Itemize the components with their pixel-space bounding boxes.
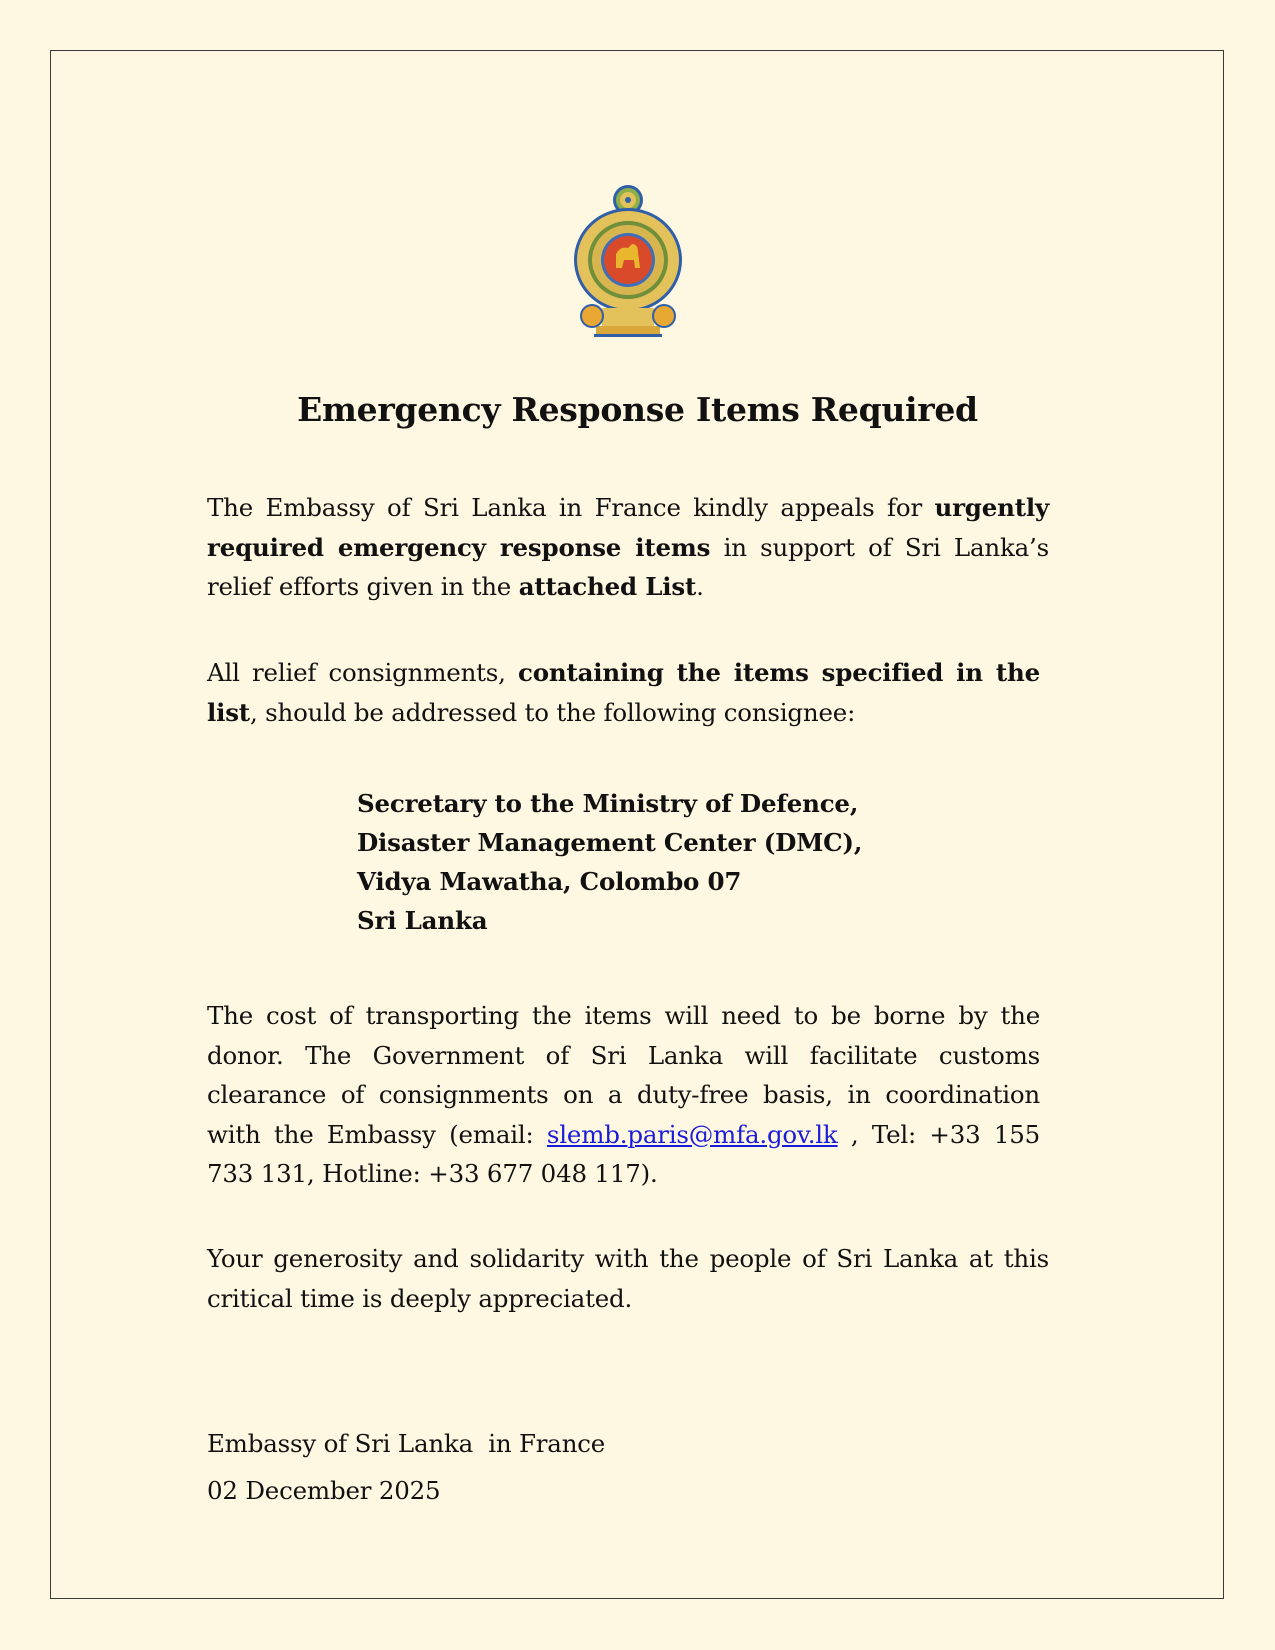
consignment-paragraph: All relief consignments, containing the items specified in the list, should be addressed to the following consignee: bbox=[207, 658, 1041, 727]
document-date: 02 December 2025 bbox=[207, 1476, 441, 1505]
consignee-line: Vidya Mawatha, Colombo 07 bbox=[357, 867, 742, 896]
consignee-line: Disaster Management Center (DMC), bbox=[357, 828, 863, 857]
sri-lanka-emblem-icon bbox=[572, 182, 684, 338]
transport-cost-paragraph: The cost of transporting the items will need to be borne by the donor. The Government of Sri Lanka will facilitate customs clearance of consignments on a duty-free basis, in coordination with the Embassy (email: slemb.paris@mfa.gov.lk , Tel: +33 155 733 131, Hotline: +33 677 048 117). bbox=[207, 1001, 1041, 1188]
consignee-address bbox=[357, 784, 862, 940]
appreciation-paragraph: Your generosity and solidarity with the people of Sri Lanka at this critical time is deeply appreciated. bbox=[207, 1244, 1049, 1313]
email-link[interactable]: slemb.paris@mfa.gov.lk bbox=[546, 1119, 838, 1149]
page-title: Emergency Response Items Required bbox=[297, 390, 978, 429]
sender-name: Embassy of Sri Lanka in France bbox=[207, 1429, 606, 1458]
signature-block bbox=[207, 1420, 605, 1514]
consignee-line: Sri Lanka bbox=[357, 906, 488, 935]
consignee-line: Secretary to the Ministry of Defence, bbox=[357, 789, 859, 818]
appeal-paragraph: The Embassy of Sri Lanka in France kindly appeals for urgently required emergency response items in support of Sri Lanka’s relief efforts given in the attached List. bbox=[207, 493, 1050, 601]
